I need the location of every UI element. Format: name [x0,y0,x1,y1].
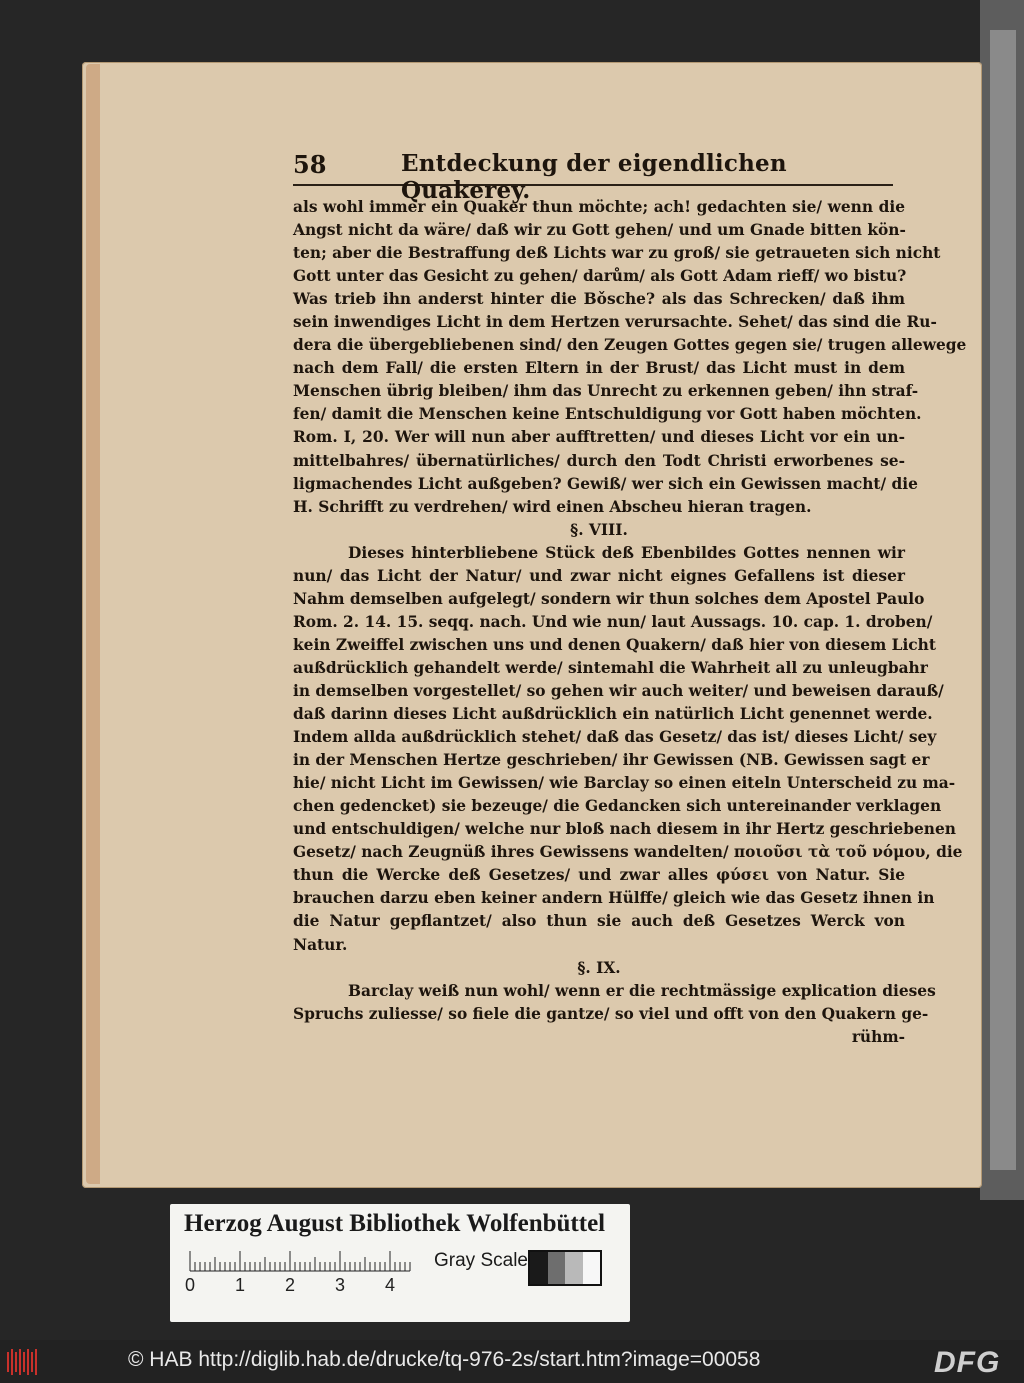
text-line: §. VIII. [570,520,628,539]
text-line: Rom. 2. 14. 15. seqq. nach. Und wie nun/ laut Aussags. 10. cap. 1. droben/ [293,612,933,631]
grayscale-step [530,1252,548,1284]
dfg-logo-icon: DFG [934,1346,1001,1379]
grayscale-step [565,1252,583,1284]
text-line: Barclay weiß nun wohl/ wenn er die rechtmässige explication dieses [348,981,936,1000]
grayscale-label: Gray Scale [434,1250,528,1271]
text-line: rühm- [851,1027,905,1046]
text-line: nun/ das Licht der Natur/ und zwar nicht eignes Gefallens ist dieser [293,566,905,585]
text-line: nach dem Fall/ die ersten Eltern in der Brust/ das Licht must in dem [293,359,905,378]
scale-label: 1 [234,1275,246,1295]
text-line: Natur. [293,935,348,954]
text-line: Angst nicht da wäre/ daß wir zu Gott gehen/ und um Gnade bitten kön- [293,221,906,240]
grayscale-swatch [528,1250,602,1286]
page-number: 58 [293,150,327,179]
text-line: Spruchs zuliesse/ so fiele die gantze/ so viel und offt von den Quakern ge- [293,1004,929,1023]
text-line: die Natur gepflantzet/ also thun sie auch deß Gesetzes Werck von [293,912,905,931]
scanner-edge-inner [990,30,1016,1170]
running-title: Entdeckung der eigendlichen Quakerey. [401,150,787,204]
scale-label: 2 [284,1275,296,1295]
page-body [293,196,967,1049]
text-line: mittelbahres/ übernatürliches/ durch den Todt Christi erworbenes se- [293,451,905,470]
text-line: hie/ nicht Licht im Gewissen/ wie Barclay so einen eiteln Unterscheid zu ma- [293,774,956,793]
page-header [293,140,893,204]
viewer-footer [0,1340,1024,1383]
text-line: Was trieb ihn anderst hinter die Bǒsche? als das Schrecken/ daß ihm [293,290,905,309]
text-line: in der Menschen Hertze geschrieben/ ihr Gewissen (NB. Gewissen sagt er [293,751,930,770]
text-line: ten; aber die Bestraffung deß Lichts war zu groß/ sie getraueten sich nicht [293,244,941,263]
copyright-link[interactable]: © HAB http://diglib.hab.de/drucke/tq-976-2s/start.htm?image=00058 [128,1348,761,1371]
grayscale-step [548,1252,566,1284]
text-line: und entschuldigen/ welche nur bloß nach diesem in ihr Hertz geschriebenen [293,820,956,839]
text-line: in demselben vorgestellet/ so gehen wir auch weiter/ und beweisen darauß/ [293,681,944,700]
text-line: H. Schrifft zu verdrehen/ wird einen Abscheu hieran tragen. [293,497,812,516]
library-name: Herzog August Bibliothek Wolfenbüttel [184,1210,606,1237]
text-line: ligmachendes Licht außgeben? Gewiß/ wer sich ein Gewissen macht/ die [293,474,918,493]
text-line: Menschen übrig bleiben/ ihm das Unrecht zu erkennen geben/ ihn straf- [293,382,919,401]
text-line: thun die Wercke deß Gesetzes/ und zwar alles φύσει von Natur. Sie [293,866,905,885]
text-line: §. IX. [577,958,621,977]
scale-label: 0 [184,1275,196,1295]
text-line: daß darinn dieses Licht außdrücklich ein natürlich Licht genennet werde. [293,705,933,724]
text-line: dera die übergebliebenen sind/ den Zeugen Gottes gegen sie/ trugen allewege [293,336,967,355]
page-edge [86,64,100,1184]
scale-label: 4 [384,1275,396,1295]
hab-logo-icon [6,1346,40,1378]
grayscale-step [583,1252,601,1284]
text-line: Gesetz/ nach Zeugnüß ihres Gewissens wandelten/ ποιοῦσι τὰ τοῦ νόμου, die [293,843,963,862]
text-line: Rom. I, 20. Wer will nun aber aufftretten/ und dieses Licht vor ein un- [293,428,905,447]
text-line: außdrücklich gehandelt werde/ sintemahl die Wahrheit all zu unleugbahr [293,658,928,677]
text-line: kein Zweiffel zwischen uns und denen Quakern/ daß hier von diesem Licht [293,635,936,654]
text-line: Gott unter das Gesicht zu gehen/ darům/ als Gott Adam rieff/ wo bistu? [293,267,907,286]
text-line: fen/ damit die Menschen keine Entschuldigung vor Gott haben möchten. [293,405,922,424]
color-scale-card [170,1204,630,1322]
scale-label: 3 [334,1275,346,1295]
text-line: als wohl immer ein Quaker thun möchte; ach! gedachten sie/ wenn die [293,198,905,216]
text-line: chen gedencket) sie bezeuge/ die Gedancken sich untereinander verklagen [293,797,942,816]
text-line: sein inwendiges Licht in dem Hertzen verursachte. Sehet/ das sind die Ru- [293,313,937,332]
measurement-ruler [184,1249,410,1295]
text-line: Indem allda außdrücklich stehet/ daß das Gesetz/ das ist/ dieses Licht/ sey [293,728,937,747]
text-line: Nahm demselben aufgelegt/ sondern wir thun solches dem Apostel Paulo [293,589,925,608]
text-line: Dieses hinterbliebene Stück deß Ebenbildes Gottes nennen wir [348,543,905,562]
text-line: brauchen darzu eben keiner andern Hülffe/ gleich wie das Gesetz ihnen in [293,889,935,908]
